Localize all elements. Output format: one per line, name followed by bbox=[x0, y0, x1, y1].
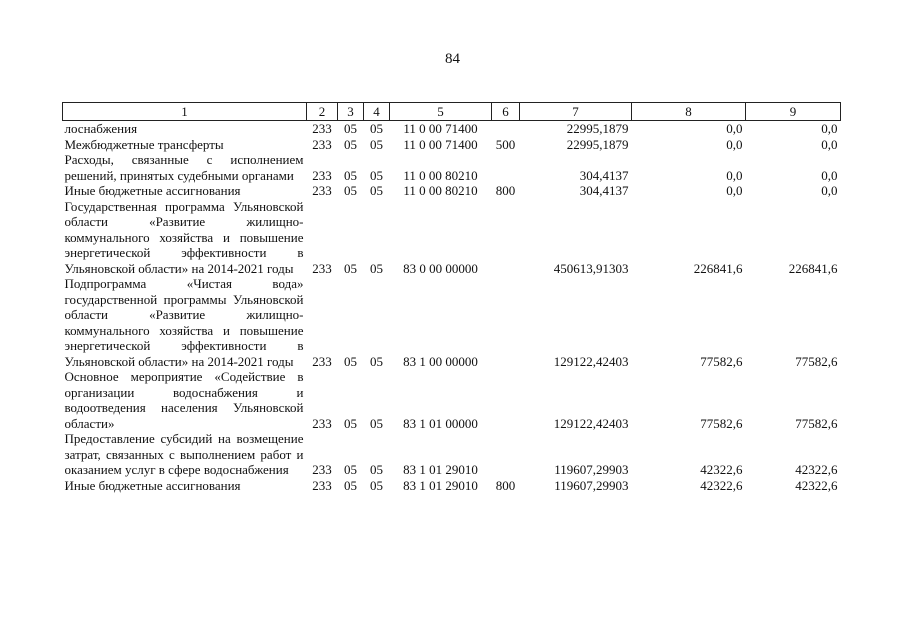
row-amount-col7: 304,4137 bbox=[579, 167, 629, 183]
row-target-article: 83 0 00 00000 bbox=[403, 260, 478, 276]
row-name: Предоставление субсидий на возмещение затрат, связанных с выполнением работ и оказанием услуг в сфере водоснабжения bbox=[64, 431, 304, 477]
row-section-code: 05 bbox=[344, 260, 357, 276]
row-section-code: 05 bbox=[344, 136, 357, 152]
row-subsection-code: 05 bbox=[370, 260, 383, 276]
row-target-article: 11 0 00 80210 bbox=[403, 167, 478, 183]
row-section-code: 05 bbox=[344, 477, 357, 493]
row-expense-type bbox=[492, 369, 520, 431]
row-target-article: 11 0 00 71400 bbox=[403, 136, 478, 152]
row-amount-col8: 0,0 bbox=[726, 136, 743, 152]
row-amount-col9: 226841,6 bbox=[788, 260, 838, 276]
column-header-5: 5 bbox=[390, 103, 492, 121]
header-row bbox=[63, 103, 841, 121]
row-expense-type: 800 bbox=[495, 183, 516, 198]
row-amount-col8: 77582,6 bbox=[700, 415, 743, 431]
row-name: лоснабжения bbox=[64, 121, 138, 136]
row-amount-col8: 77582,6 bbox=[700, 353, 743, 369]
row-amount-col9: 0,0 bbox=[821, 183, 838, 198]
row-section-code: 05 bbox=[344, 121, 357, 136]
column-header-9: 9 bbox=[746, 103, 841, 121]
row-amount-col8: 0,0 bbox=[726, 183, 743, 198]
row-expense-type bbox=[492, 431, 520, 478]
row-target-article: 83 1 01 29010 bbox=[403, 477, 478, 493]
row-subsection-code: 05 bbox=[370, 415, 383, 431]
row-expense-type: 500 bbox=[495, 136, 516, 152]
row-subsection-code: 05 bbox=[370, 462, 383, 477]
row-amount-col9: 77582,6 bbox=[795, 415, 838, 431]
row-amount-col8: 226841,6 bbox=[693, 260, 743, 276]
table-row bbox=[63, 152, 841, 183]
row-amount-col9: 0,0 bbox=[821, 121, 838, 136]
row-section-code: 05 bbox=[344, 415, 357, 431]
row-name: Государственная программа Ульяновской области «Развитие жилищно-коммунального хозяйства и повышение энергетической эффективности в Ульяновской области» на 2014-2021 годы bbox=[64, 198, 304, 276]
table-header bbox=[63, 103, 841, 121]
row-amount-col9: 0,0 bbox=[821, 136, 838, 152]
row-name: Иные бюджетные ассигнования bbox=[64, 477, 241, 493]
row-subsection-code: 05 bbox=[370, 136, 383, 152]
row-amount-col7: 450613,91303 bbox=[553, 260, 629, 276]
table-row bbox=[63, 137, 841, 153]
row-amount-col7: 304,4137 bbox=[579, 183, 629, 198]
column-header-6: 6 bbox=[492, 103, 520, 121]
table-body bbox=[63, 121, 841, 494]
row-amount-col7: 22995,1879 bbox=[566, 136, 629, 152]
column-header-7: 7 bbox=[520, 103, 632, 121]
row-amount-col8: 0,0 bbox=[726, 167, 743, 183]
table-row bbox=[63, 183, 841, 199]
column-header-1: 1 bbox=[63, 103, 307, 121]
row-amount-col7: 129122,42403 bbox=[553, 353, 629, 369]
row-name: Расходы, связанные с исполнением решений, принятых судебными органами bbox=[64, 152, 304, 183]
row-expense-type: 800 bbox=[495, 477, 516, 493]
row-section-code: 05 bbox=[344, 183, 357, 198]
column-header-4: 4 bbox=[364, 103, 390, 121]
table-row bbox=[63, 369, 841, 431]
row-target-article: 83 1 01 29010 bbox=[403, 462, 478, 477]
table-row bbox=[63, 121, 841, 137]
row-subsection-code: 05 bbox=[370, 167, 383, 183]
row-subsection-code: 05 bbox=[370, 477, 383, 493]
row-admin-code: 233 bbox=[312, 353, 332, 369]
column-header-2: 2 bbox=[307, 103, 338, 121]
row-amount-col9: 77582,6 bbox=[795, 353, 838, 369]
row-name: Иные бюджетные ассигнования bbox=[64, 183, 241, 198]
row-section-code: 05 bbox=[344, 462, 357, 477]
row-name: Межбюджетные трансферты bbox=[64, 136, 224, 152]
table-row bbox=[63, 199, 841, 277]
row-target-article: 11 0 00 71400 bbox=[403, 121, 478, 136]
row-section-code: 05 bbox=[344, 353, 357, 369]
row-expense-type bbox=[492, 121, 520, 137]
row-amount-col7: 129122,42403 bbox=[553, 415, 629, 431]
row-admin-code: 233 bbox=[312, 477, 332, 493]
row-amount-col7: 119607,29903 bbox=[554, 477, 629, 493]
row-name: Основное мероприятие «Содействие в организации водоснабжения и водоотведения населения Ульяновской области» bbox=[64, 369, 304, 431]
row-amount-col7: 22995,1879 bbox=[566, 121, 629, 136]
row-admin-code: 233 bbox=[312, 183, 332, 198]
row-expense-type bbox=[492, 199, 520, 277]
row-admin-code: 233 bbox=[312, 462, 332, 477]
row-target-article: 11 0 00 80210 bbox=[403, 183, 478, 198]
row-subsection-code: 05 bbox=[370, 183, 383, 198]
table-row bbox=[63, 478, 841, 494]
row-subsection-code: 05 bbox=[370, 353, 383, 369]
row-amount-col9: 42322,6 bbox=[795, 462, 838, 477]
row-admin-code: 233 bbox=[312, 415, 332, 431]
row-amount-col8: 42322,6 bbox=[700, 462, 743, 477]
budget-table bbox=[62, 102, 841, 493]
row-admin-code: 233 bbox=[312, 167, 332, 183]
row-admin-code: 233 bbox=[312, 121, 332, 136]
row-amount-col7: 119607,29903 bbox=[554, 462, 629, 477]
column-header-3: 3 bbox=[338, 103, 364, 121]
row-target-article: 83 1 01 00000 bbox=[403, 415, 478, 431]
row-amount-col9: 0,0 bbox=[821, 167, 838, 183]
row-admin-code: 233 bbox=[312, 136, 332, 152]
row-section-code: 05 bbox=[344, 167, 357, 183]
row-subsection-code: 05 bbox=[370, 121, 383, 136]
row-expense-type bbox=[492, 152, 520, 183]
row-target-article: 83 1 00 00000 bbox=[403, 353, 478, 369]
row-name: Подпрограмма «Чистая вода» государственной программы Ульяновской области «Развитие жилищно-коммунального хозяйства и повышение энергетической эффективности в Ульяновской области» на 2014-2021 годы bbox=[64, 276, 304, 369]
page-number: 84 bbox=[445, 51, 460, 67]
row-amount-col8: 42322,6 bbox=[700, 477, 743, 493]
row-amount-col9: 42322,6 bbox=[795, 477, 838, 493]
table-row bbox=[63, 276, 841, 369]
row-admin-code: 233 bbox=[312, 260, 332, 276]
column-header-8: 8 bbox=[632, 103, 746, 121]
row-amount-col8: 0,0 bbox=[726, 121, 743, 136]
row-expense-type bbox=[492, 276, 520, 369]
table-row bbox=[63, 431, 841, 478]
